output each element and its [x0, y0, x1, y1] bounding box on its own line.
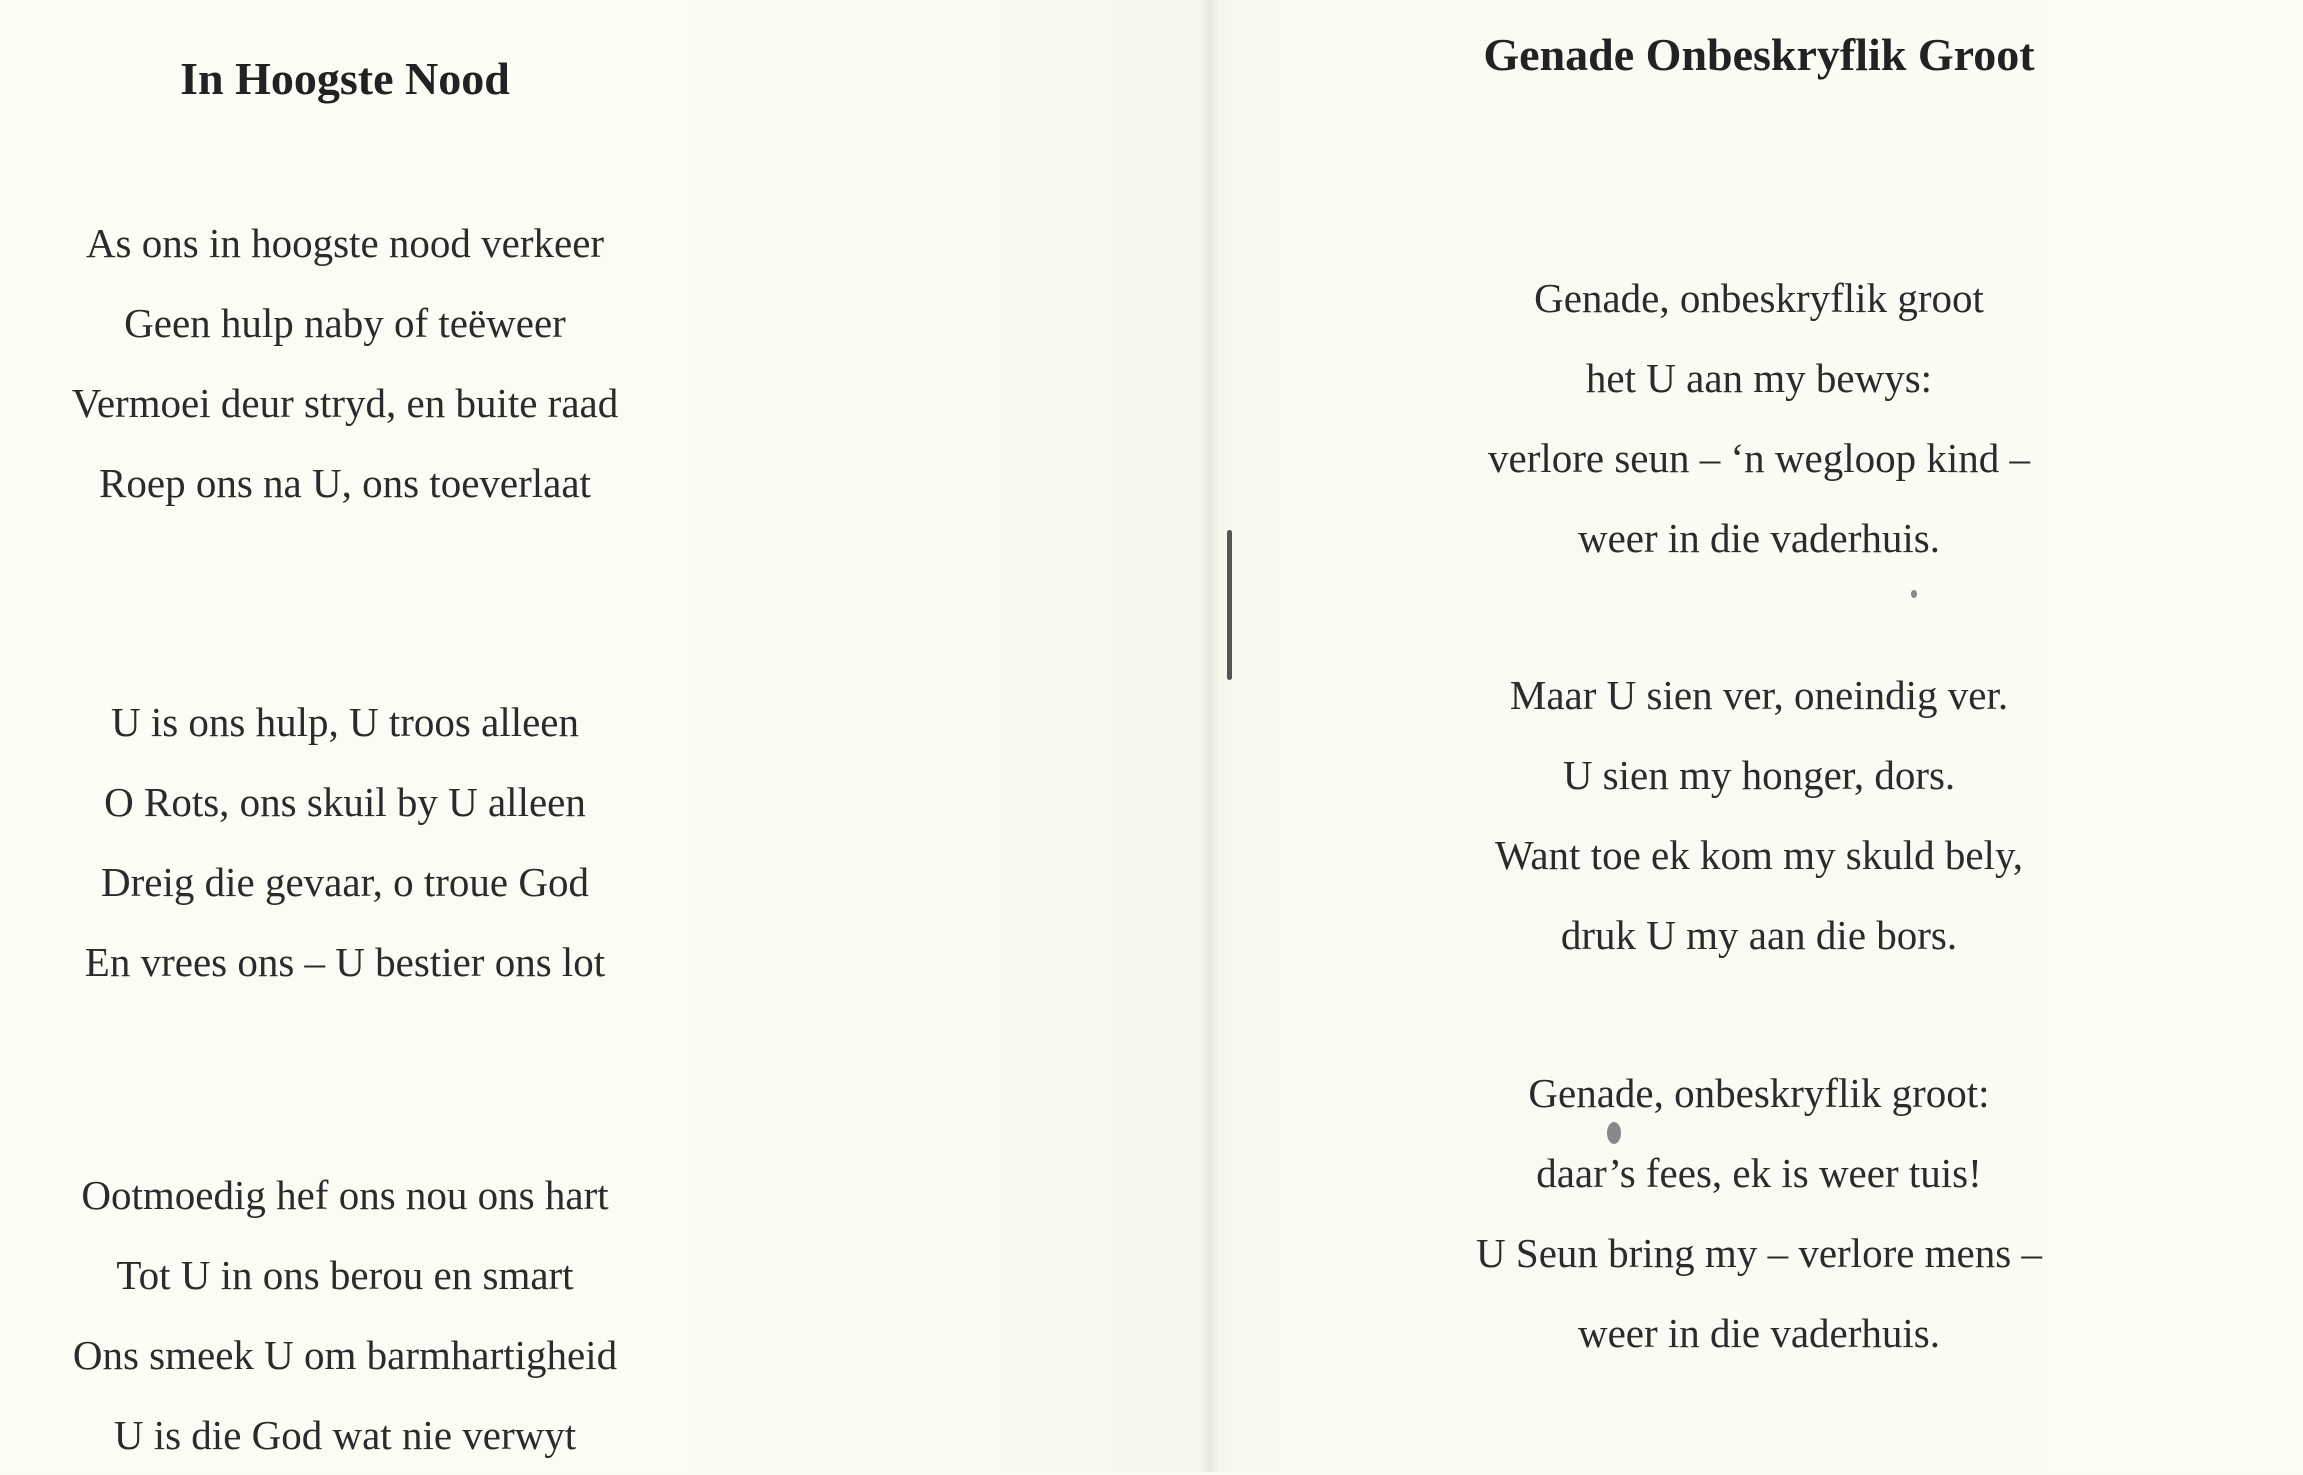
verse-line: Geen hulp naby of teëweer	[124, 300, 566, 346]
verse-line: druk U my aan die bors.	[1560, 912, 1958, 958]
verse-line: Ootmoedig hef ons nou ons hart	[81, 1172, 609, 1218]
hymn-title-right: Genade Onbeskryflik Groot	[1483, 29, 2035, 80]
verse-line: Want toe ek kom my skuld bely,	[1494, 832, 2024, 878]
stanza-right-2	[1215, 655, 2303, 975]
verse-line: Maar U sien ver, oneindig ver.	[1509, 672, 2009, 718]
paper-speck	[1607, 1122, 1621, 1144]
hymn-title-left: In Hoogste Nood	[180, 53, 510, 104]
stanza-left-3	[0, 1155, 690, 1475]
verse-line: U sien my honger, dors.	[1562, 752, 1956, 798]
stanza-left-2	[0, 682, 690, 1002]
verse-line: En vrees ons – U bestier ons lot	[84, 939, 606, 985]
verse-line: Ons smeek U om barmhartigheid	[72, 1332, 618, 1378]
verse-line: U is die God wat nie verwyt	[113, 1412, 577, 1458]
verse-line: weer in die vaderhuis.	[1577, 1310, 1941, 1356]
stanza-right-1	[1215, 258, 2303, 578]
verse-line: het U aan my bewys:	[1585, 355, 1933, 401]
verse-line: Genade, onbeskryflik groot:	[1528, 1070, 1990, 1116]
verse-line: Dreig die gevaar, o troue God	[101, 859, 589, 905]
verse-line: Roep ons na U, ons toeverlaat	[99, 460, 591, 506]
verse-line: O Rots, ons skuil by U alleen	[104, 779, 586, 825]
verse-line: As ons in hoogste nood verkeer	[85, 220, 605, 266]
stanza-right-3	[1215, 1053, 2303, 1373]
paper-speck	[1911, 590, 1917, 598]
verse-line: Vermoei deur stryd, en buite raad	[71, 380, 619, 426]
verse-line: Genade, onbeskryflik groot	[1534, 275, 1984, 321]
verse-line: U is ons hulp, U troos alleen	[110, 699, 580, 745]
stanza-left-1	[0, 203, 690, 523]
verse-line: U Seun bring my – verlore mens –	[1476, 1230, 2042, 1276]
right-page	[1215, 0, 2303, 1472]
verse-line: Tot U in ons berou en smart	[116, 1252, 574, 1298]
verse-line: weer in die vaderhuis.	[1577, 515, 1941, 561]
verse-line: verlore seun – ‘n wegloop kind –	[1488, 435, 2030, 481]
verse-line: daar’s fees, ek is weer tuis!	[1536, 1150, 1982, 1196]
